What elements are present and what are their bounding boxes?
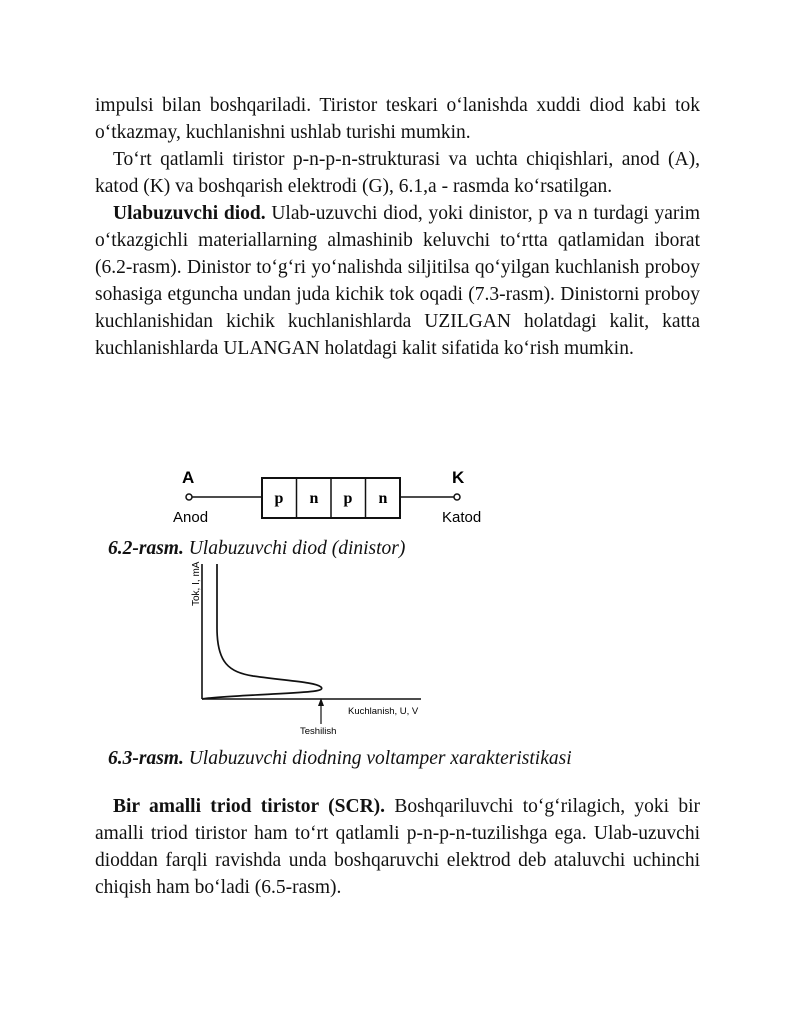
figure-6-3-title: Ulabuzuvchi diodning voltamper xarakteristikasi [183,748,572,769]
cathode-terminal [454,494,460,500]
text-block-top [95,92,700,362]
figure-6-2-number: 6.2-rasm. [108,538,184,559]
anode-terminal [186,494,192,500]
paragraph-4-heading: Bir amalli triod tiristor (SCR). [113,796,386,817]
paragraph-4 [95,793,700,901]
cathode-label: Katod [442,509,482,526]
terminal-k-label: K [452,468,465,487]
terminal-a-label: A [182,468,195,487]
x-axis-label: Kuchlanish, U, V [348,706,419,717]
layer-n2-label: n [378,490,388,507]
paragraph-2: To‘rt qatlamli tiristor p-n-p-n-strukturasi va uchta chiqishlari, anod (A), katod (K) va boshqarish elektrodi (G), 6.1,a - rasmda ko‘rsatilgan. [95,149,700,197]
figure-6-2-title: Ulabuzuvchi diod (dinistor) [183,538,406,559]
paragraph-3-heading: Ulabuzuvchi diod. [113,203,266,224]
layer-p1-label: p [274,490,284,507]
layer-p2-label: p [343,490,353,507]
dinistor-structure-figure [170,466,490,526]
volt-ampere-chart [183,558,428,740]
text-block-bottom [95,793,700,901]
paragraph-4-body: Boshqariluvchi to‘g‘rilagich, yoki bir amalli triod tiristor ham to‘rt qatlamli p-n-p-n-tuzilishga ega. Ulab-uzuvchi dioddan farqli ravishda unda boshqaruvchi elektrod deb ataluvchi uchinchi chiqish ham bo‘ladi (6.5-rasm). [95,796,700,898]
breakdown-label: Teshilish [300,726,337,737]
paragraph-1: impulsi bilan boshqariladi. Tiristor teskari o‘lanishda xuddi diod kabi tok o‘tkazmay, kuchlanishni ushlab turishi mumkin. [95,95,700,143]
paragraph-3-body: Ulab-uzuvchi diod, yoki dinistor, p va n turdagi yarim o‘tkazgichli materiallarning almashinib keluvchi to‘rtta qatlamidan iborat (6.2-rasm). Dinistor to‘g‘ri yo‘nalishda siljitilsa qo‘yilgan kuchlanish proboy sohasiga etguncha undan juda kichik tok oqadi (7.3-rasm). Dinistorni proboy kuchlanishidan kichik kuchlanishlarda UZILGAN holatdagi kalit, katta kuchlanishlarda ULANGAN holatdagi kalit sifatida ko‘rish mumkin. [95,203,700,359]
anode-label: Anod [173,509,209,526]
figure-6-3-caption [108,746,572,772]
paragraph-3 [95,200,700,362]
y-axis-label: Tok, I, mA [191,561,202,606]
iv-curve-forward [202,564,322,699]
layer-n1-label: n [309,490,319,507]
figure-6-3-number: 6.3-rasm. [108,748,184,769]
